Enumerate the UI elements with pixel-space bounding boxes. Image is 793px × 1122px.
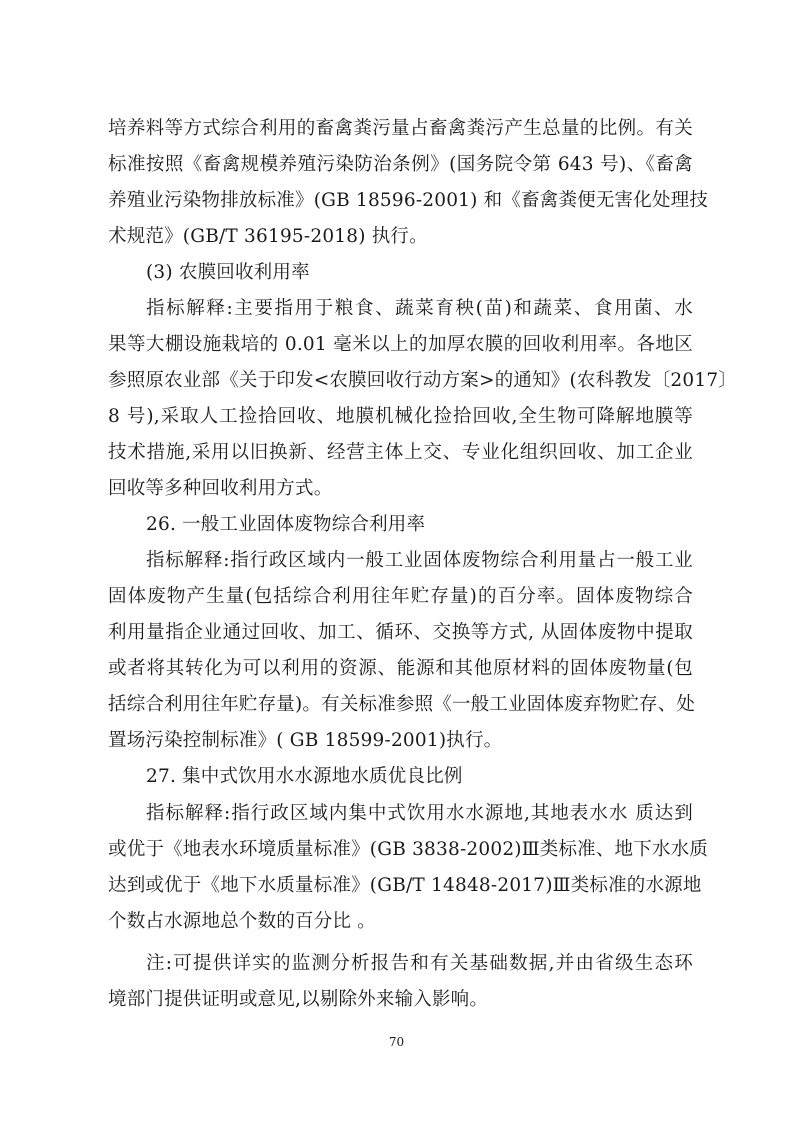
paragraph-line: 回收等多种回收利用方式。 [108, 478, 333, 499]
paragraph-line: 参照原农业部《关于印发<农膜回收行动方案>的通知》(农科教发〔2017〕 [108, 370, 738, 391]
note-line: 境部门提供证明或意见,以剔除外来输入影响。 [108, 989, 489, 1010]
paragraph-line: 利用量指企业通过回收、加工、循环、交换等方式, 从固体废物中提取 [108, 622, 693, 643]
section-heading: 27. 集中式饮用水水源地水质优良比例 [146, 766, 463, 787]
paragraph-line: 指标解释:指行政区域内集中式饮用水水源地,其地表水水 质达到 [146, 803, 693, 824]
paragraph-line: 标准按照《畜禽规模养殖污染防治条例》(国务院令第 643 号)、《畜禽 [108, 154, 693, 175]
paragraph-line: 8 号),采取人工捡拾回收、地膜机械化捡拾回收,全生物可降解地膜等 [108, 406, 693, 427]
paragraph-line: 置场污染控制标准》( GB 18599-2001)执行。 [108, 730, 503, 751]
paragraph-line: 或者将其转化为可以利用的资源、能源和其他原材料的固体废物量(包 [108, 658, 693, 679]
paragraph-line: 养殖业污染物排放标准》(GB 18596-2001) 和《畜禽粪便无害化处理技 [108, 190, 709, 211]
paragraph-line: 指标解释:主要指用于粮食、蔬菜育秧(苗)和蔬菜、食用菌、水 [146, 298, 693, 319]
paragraph-line: 达到或优于《地下水质量标准》(GB/T 14848-2017)Ⅲ类标准的水源地 [108, 875, 702, 896]
section-heading: 26. 一般工业固体废物综合利用率 [146, 514, 426, 535]
paragraph-line: 术规范》(GB/T 36195-2018) 执行。 [108, 226, 428, 247]
paragraph-line: 个数占水源地总个数的百分比 。 [108, 911, 376, 932]
paragraph-line: 括综合利用往年贮存量)。有关标准参照《一般工业固体废弃物贮存、处 [108, 694, 696, 715]
paragraph-line: 或优于《地表水环境质量标准》(GB 3838-2002)Ⅲ类标准、地下水水质 [108, 839, 709, 860]
subsection-heading: (3) 农膜回收利用率 [146, 262, 310, 283]
note-line: 注:可提供详实的监测分析报告和有关基础数据,并由省级生态环 [146, 953, 693, 974]
page-number: 70 [388, 1035, 405, 1049]
paragraph-line: 果等大棚设施栽培的 0.01 毫米以上的加厚农膜的回收利用率。各地区 [108, 334, 693, 355]
paragraph-line: 固体废物产生量(包括综合利用往年贮存量)的百分率。固体废物综合 [108, 586, 693, 607]
paragraph-line: 技术措施,采用以旧换新、经营主体上交、专业化组织回收、加工企业 [108, 442, 693, 463]
paragraph-line: 培养料等方式综合利用的畜禽粪污量占畜禽粪污产生总量的比例。有关 [108, 118, 693, 139]
paragraph-line: 指标解释:指行政区域内一般工业固体废物综合利用量占一般工业 [146, 550, 693, 571]
